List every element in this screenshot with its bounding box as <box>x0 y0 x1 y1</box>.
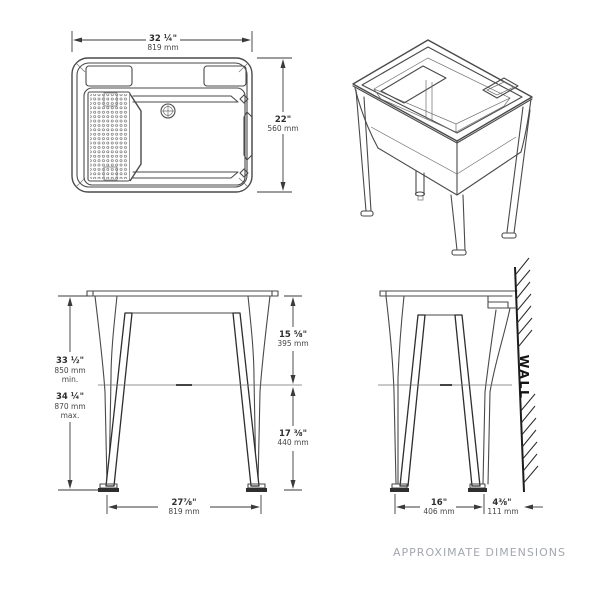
washboard-area <box>88 92 141 181</box>
front-leg-height-dimension <box>277 387 308 490</box>
height-max-inches-label: 34 ¼" <box>55 392 85 402</box>
wall-offset-inches-label: 4⅜" <box>492 498 512 508</box>
front-feet <box>98 484 267 492</box>
leg-height-inches-label: 17 ⅜" <box>278 429 308 439</box>
front-height-dimension <box>54 296 98 490</box>
side-view-drawing <box>378 291 517 492</box>
tub-height-mm-label: 395 mm <box>277 339 309 348</box>
top-depth-mm-label: 560 mm <box>267 124 299 133</box>
top-view-width-dimension <box>72 31 252 52</box>
front-tub-height-dimension <box>277 296 308 384</box>
wall-offset-dimension <box>487 498 543 516</box>
side-depth-dimension <box>395 494 484 516</box>
isometric-view <box>353 40 532 255</box>
leg-height-mm-label: 440 mm <box>277 438 309 447</box>
side-depth-mm-label: 406 mm <box>423 507 455 516</box>
height-max-mm-label: 870 mm <box>54 402 86 411</box>
top-width-mm-label: 819 mm <box>147 43 179 52</box>
wall <box>515 258 538 492</box>
side-depth-inches-label: 16" <box>430 498 448 508</box>
top-view-depth-dimension <box>257 58 299 192</box>
height-min-mm-label: 850 mm <box>54 366 86 375</box>
height-min-inches-label: 33 ½" <box>55 356 85 366</box>
tub-height-inches-label: 15 ⅝" <box>278 330 308 340</box>
top-depth-inches-label: 22" <box>274 115 292 125</box>
leg-span-mm-label: 819 mm <box>168 507 200 516</box>
top-view <box>72 31 299 192</box>
wall-offset-mm-label: 111 mm <box>487 507 519 516</box>
drain <box>161 104 175 118</box>
top-view-drawing <box>72 58 252 192</box>
height-min-qualifier: min. <box>61 375 79 384</box>
side-view <box>378 258 543 516</box>
top-width-inches-label: 32 ¼" <box>148 34 178 44</box>
wall-label: WALL <box>517 354 532 400</box>
front-view-drawing <box>87 291 302 492</box>
approximate-dimensions-note: APPROXIMATE DIMENSIONS <box>393 546 566 559</box>
leg-span-inches-label: 27⅞" <box>171 498 197 508</box>
front-leg-span-dimension <box>107 495 261 516</box>
front-view <box>54 291 308 516</box>
height-max-qualifier: max. <box>60 411 80 420</box>
